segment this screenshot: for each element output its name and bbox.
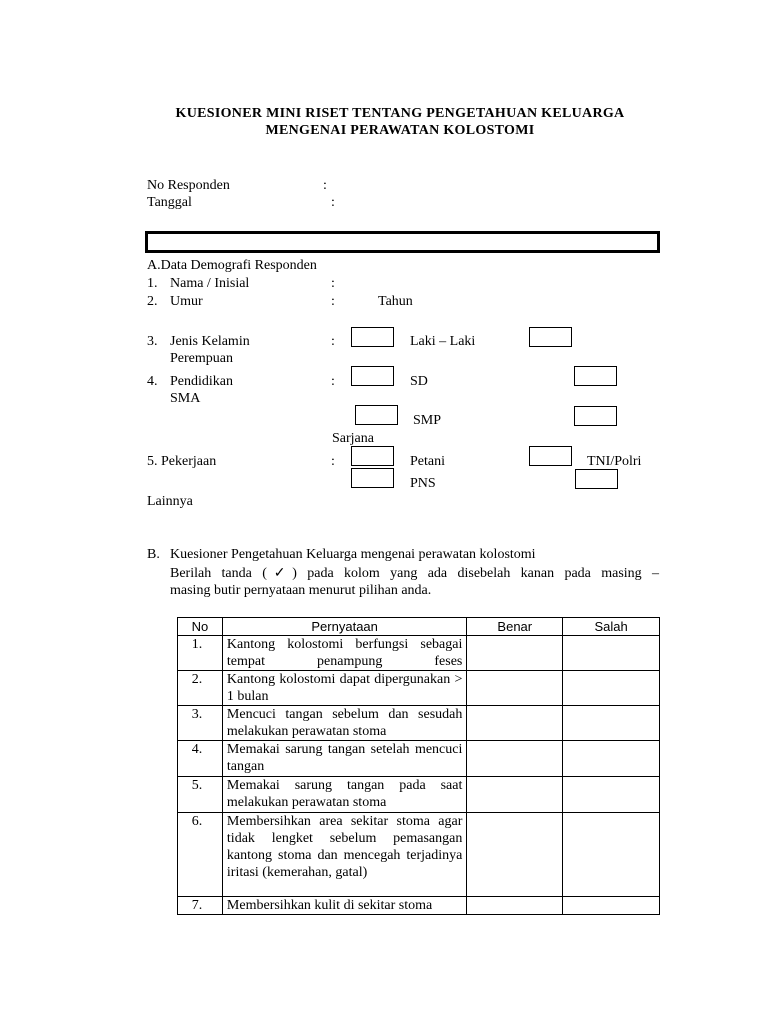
jenis-kelamin-colon: :: [331, 334, 335, 349]
pendidikan-colon: :: [331, 374, 335, 389]
option-tni-polri: TNI/Polri: [587, 454, 642, 469]
option-pns: PNS: [410, 476, 436, 491]
option-perempuan: Perempuan: [170, 351, 233, 366]
row-number: 6.: [178, 813, 223, 897]
option-lainnya: Lainnya: [147, 494, 193, 509]
umur-colon: :: [331, 294, 335, 309]
salah-cell[interactable]: [563, 777, 660, 813]
tanggal-colon: :: [331, 195, 335, 210]
umur-unit: Tahun: [378, 294, 413, 309]
header-salah: Salah: [563, 618, 660, 636]
salah-cell[interactable]: [563, 636, 660, 671]
option-smp: SMP: [413, 413, 442, 428]
instruction-line-2: masing butir pernyataan menurut pilihan anda.: [170, 583, 432, 598]
header-pernyataan: Pernyataan: [222, 618, 466, 636]
checkbox-lainnya[interactable]: [575, 469, 618, 489]
instruction-line-1: Berilah tanda (✓) pada kolom yang ada disebelah kanan pada masing –: [170, 566, 659, 581]
separator-box: [145, 231, 660, 253]
checkbox-laki-laki[interactable]: [351, 327, 394, 347]
tanggal-label: Tanggal: [147, 195, 192, 210]
checkbox-sarjana[interactable]: [574, 406, 617, 426]
benar-cell[interactable]: [467, 741, 563, 777]
option-sd: SD: [410, 374, 428, 389]
checkbox-sd[interactable]: [351, 366, 394, 386]
statement-text: Membersihkan area sekitar stoma agar tidak lengket sebelum pemasangan kantong stoma dan mencegah terjadinya iritasi (kemerahan, gatal): [222, 813, 466, 897]
statement-text: Mencuci tangan sebelum dan sesudah melakukan perawatan stoma: [222, 706, 466, 741]
salah-cell[interactable]: [563, 813, 660, 897]
row-number: 2.: [178, 671, 223, 706]
statement-text: Kantong kolostomi dapat dipergunakan > 1 bulan: [222, 671, 466, 706]
table-row: [178, 741, 660, 777]
option-sma: SMA: [170, 391, 201, 406]
checkbox-pns[interactable]: [351, 468, 394, 488]
questionnaire-table: [177, 617, 660, 915]
table-row: [178, 777, 660, 813]
umur-label: Umur: [170, 294, 203, 309]
option-laki-laki: Laki – Laki: [410, 334, 476, 349]
benar-cell[interactable]: [467, 671, 563, 706]
row-number: 5.: [178, 777, 223, 813]
jenis-kelamin-number: 3.: [147, 334, 158, 349]
document-title-line-2: MENGENAI PERAWATAN KOLOSTOMI: [265, 123, 535, 138]
row-number: 4.: [178, 741, 223, 777]
table-row: [178, 636, 660, 671]
row-number: 3.: [178, 706, 223, 741]
checkbox-sma[interactable]: [574, 366, 617, 386]
umur-number: 2.: [147, 294, 158, 309]
statement-text: Membersihkan kulit di sekitar stoma: [222, 897, 466, 915]
salah-cell[interactable]: [563, 897, 660, 915]
header-no: No: [178, 618, 223, 636]
pendidikan-number: 4.: [147, 374, 158, 389]
checkbox-petani[interactable]: [351, 446, 394, 466]
nama-number: 1.: [147, 276, 158, 291]
table-row: [178, 897, 660, 915]
table-row: [178, 671, 660, 706]
row-number: 1.: [178, 636, 223, 671]
statement-text: Kantong kolostomi berfungsi sebagai tempat penampung feses: [222, 636, 466, 671]
checkbox-smp[interactable]: [355, 405, 398, 425]
benar-cell[interactable]: [467, 777, 563, 813]
pekerjaan-colon: :: [331, 454, 335, 469]
salah-cell[interactable]: [563, 741, 660, 777]
table-header-row: [178, 618, 660, 636]
benar-cell[interactable]: [467, 636, 563, 671]
pendidikan-label: Pendidikan: [170, 374, 233, 389]
section-b-letter: B.: [147, 547, 160, 562]
option-petani: Petani: [410, 454, 445, 469]
option-sarjana: Sarjana: [332, 431, 374, 446]
table-row: [178, 706, 660, 741]
header-benar: Benar: [467, 618, 563, 636]
salah-cell[interactable]: [563, 706, 660, 741]
checkbox-perempuan[interactable]: [529, 327, 572, 347]
checkbox-tni-polri[interactable]: [529, 446, 572, 466]
document-title-line-1: KUESIONER MINI RISET TENTANG PENGETAHUAN KELUARGA: [175, 106, 625, 121]
table-row: [178, 813, 660, 897]
statement-text: Memakai sarung tangan pada saat melakukan perawatan stoma: [222, 777, 466, 813]
salah-cell[interactable]: [563, 671, 660, 706]
no-responden-colon: :: [323, 178, 327, 193]
jenis-kelamin-label: Jenis Kelamin: [170, 334, 250, 349]
pekerjaan-label: 5. Pekerjaan: [147, 454, 217, 469]
section-b-heading: Kuesioner Pengetahuan Keluarga mengenai perawatan kolostomi: [170, 547, 536, 562]
nama-label: Nama / Inisial: [170, 276, 250, 291]
benar-cell[interactable]: [467, 706, 563, 741]
section-a-heading: A.Data Demografi Responden: [147, 258, 317, 273]
benar-cell[interactable]: [467, 897, 563, 915]
benar-cell[interactable]: [467, 813, 563, 897]
statement-text: Memakai sarung tangan setelah mencuci tangan: [222, 741, 466, 777]
no-responden-label: No Responden: [147, 178, 230, 193]
nama-colon: :: [331, 276, 335, 291]
row-number: 7.: [178, 897, 223, 915]
